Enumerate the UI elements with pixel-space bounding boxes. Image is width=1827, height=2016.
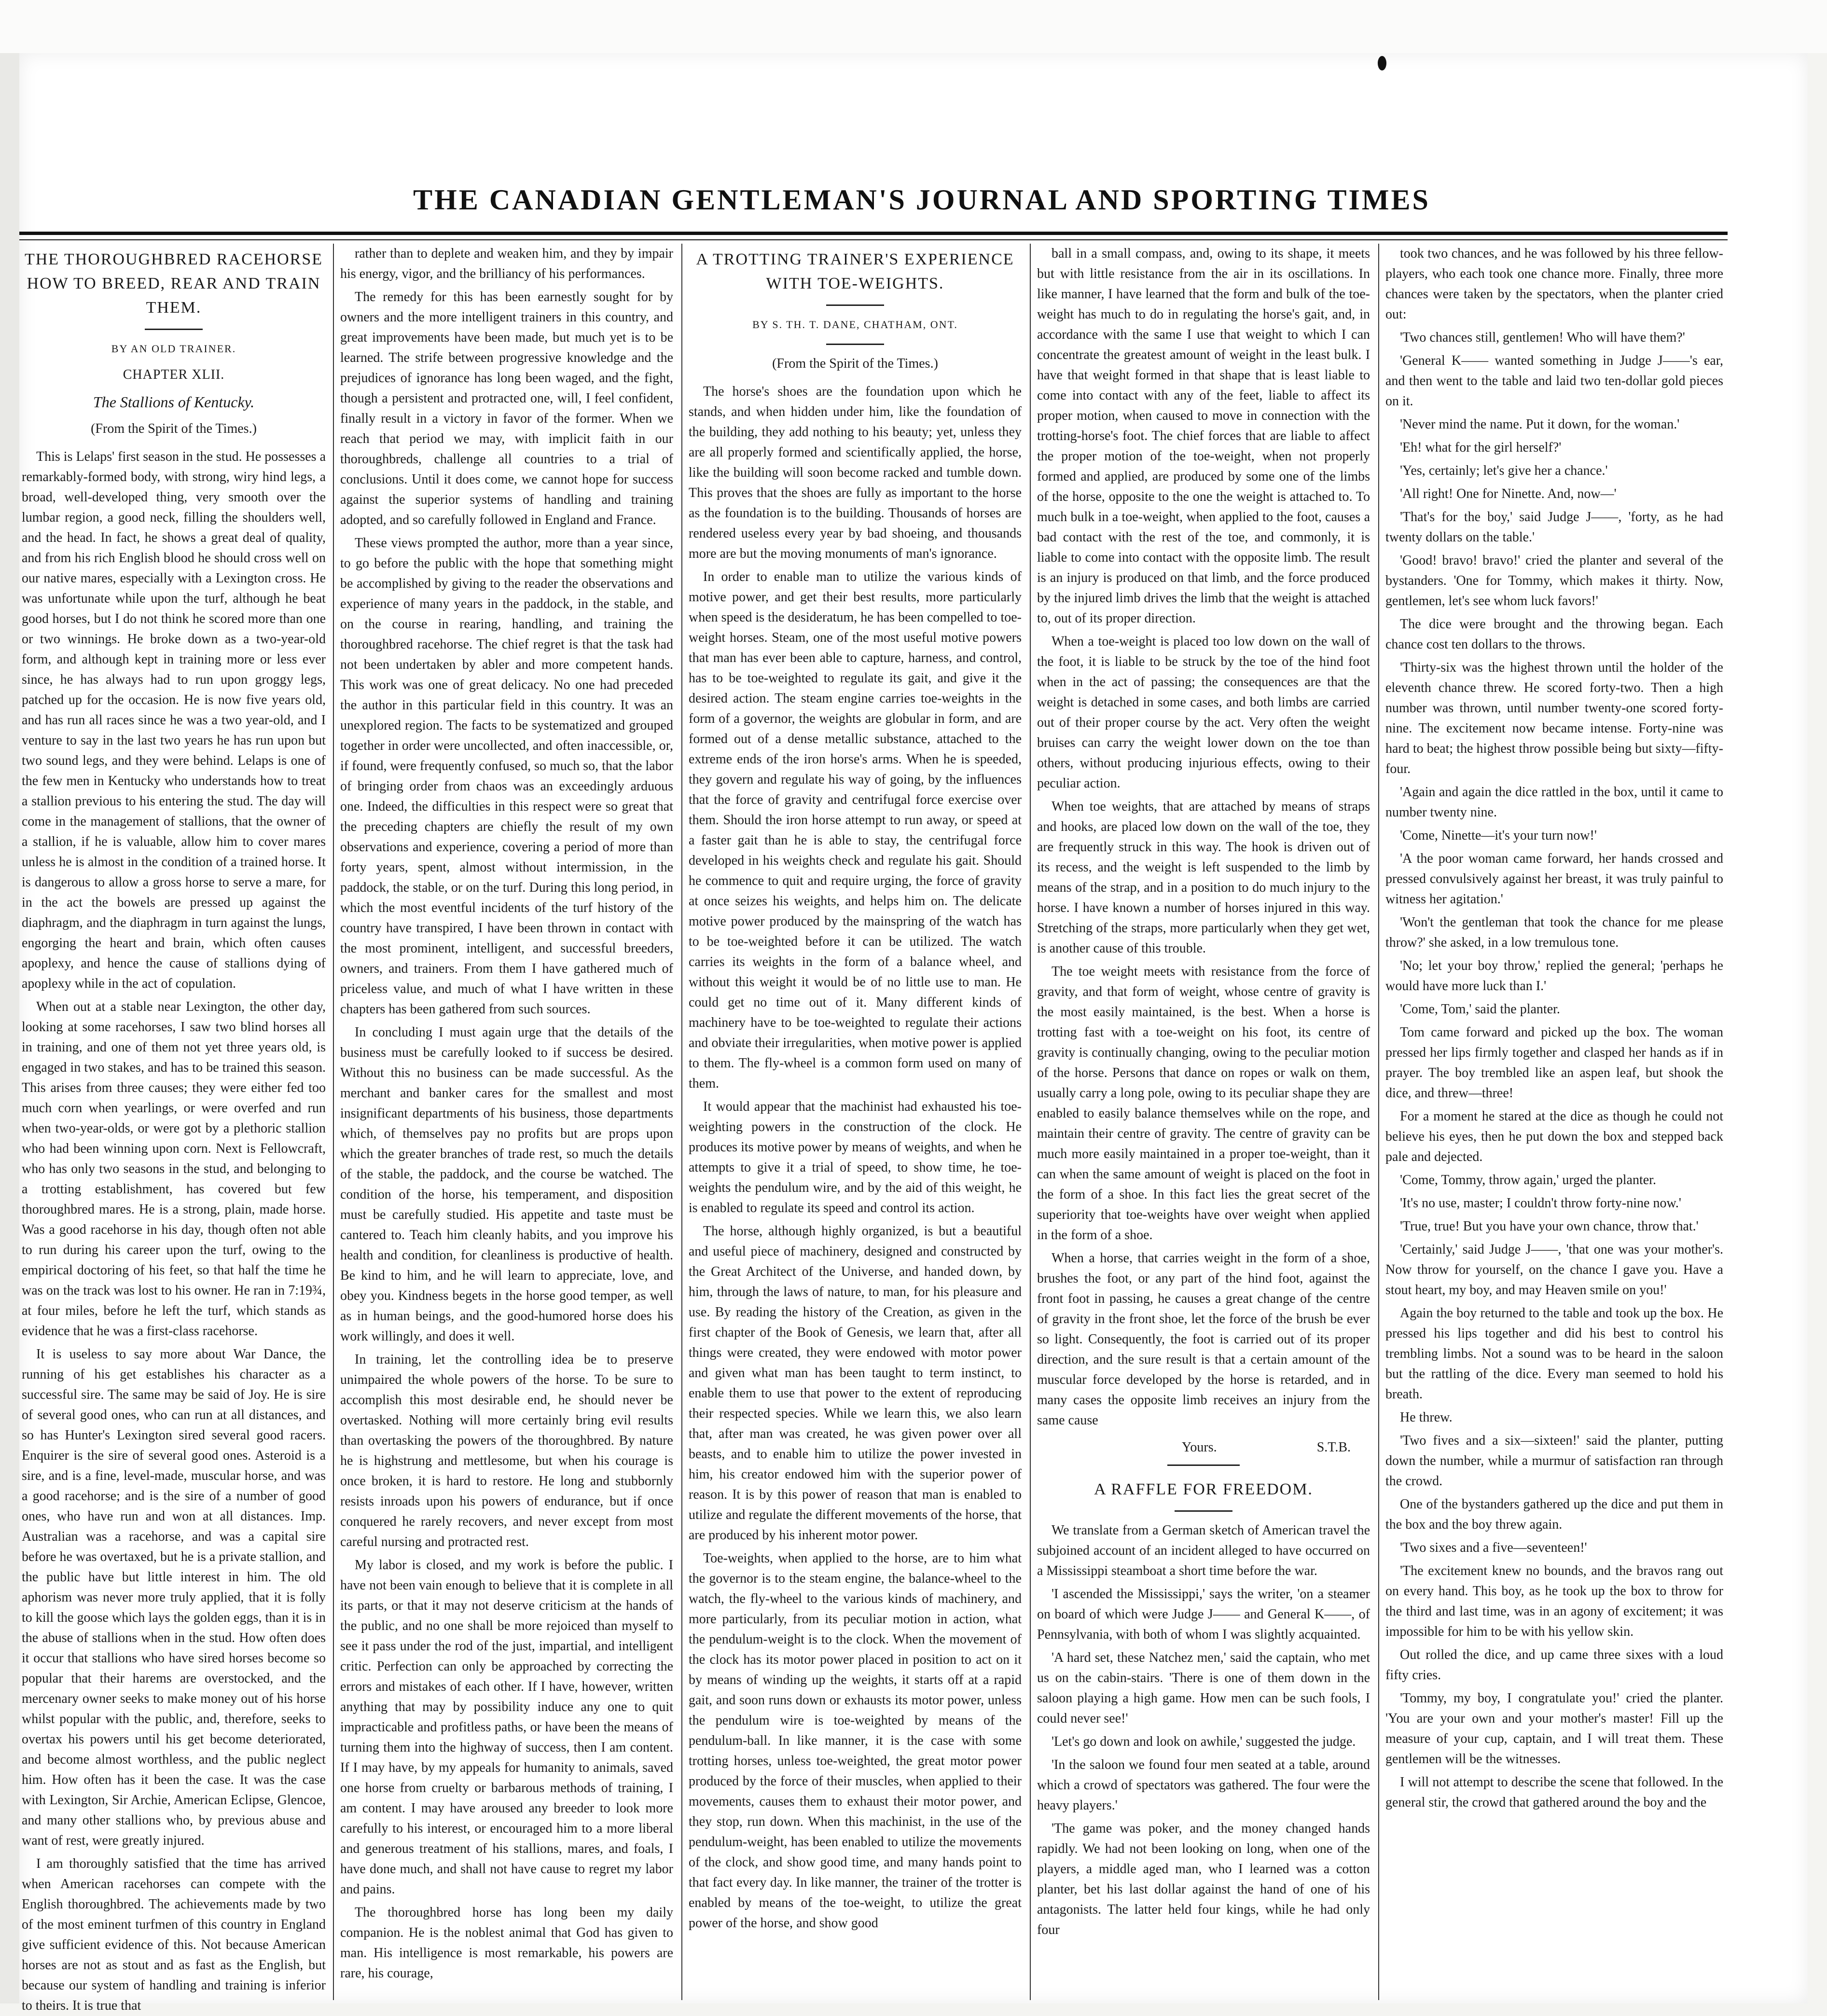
paragraph: Again the boy returned to the table and took up the box. He pressed his lips together and did his best to control his trembling limbs. Not a sound was to be heard in the saloon but the rattling of the dice. Every man seemed to hold his breath. bbox=[1385, 1306, 1723, 1402]
paragraph: I am thoroughly satisfied that the time has arrived when American racehorses can compete with the English thoroughbred. The achievements made by two of the most eminent turfmen of this country in England give sufficient evidence of this. Not because American horses are not as stout and as fast as the English, but because our system of handling and training is inferior to theirs. It is true that bbox=[22, 1856, 326, 2013]
paragraph: For a moment he stared at the dice as though he could not believe his eyes, then he put down the box and stepped back pale and dejected. bbox=[1385, 1109, 1723, 1164]
paragraph: 'Two sixes and a five—seventeen!' bbox=[1400, 1540, 1587, 1555]
paragraph: 'Good! bravo! bravo!' cried the planter and several of the bystanders. 'One for Tommy, which makes it thirty. Now, gentlemen, let's see whom luck favors!' bbox=[1385, 553, 1723, 608]
paragraph: The horse's shoes are the foundation upon which he stands, and when hidden under him, like the foundation of the building, they add nothing to his beauty; yet, unless they are all properly formed and scientifically applied, the horse, like the building will soon become racked and tumble down. This proves that the shoes are fully as important to the horse as the foundation is to the building. Thousands of horses are rendered useless every year by bad shoeing, and thousands more are but the moving monuments of man's ignorance. bbox=[689, 384, 1022, 561]
article-body bbox=[22, 447, 326, 2016]
title-divider bbox=[826, 304, 884, 306]
paragraph: 'A hard set, these Natchez men,' said the captain, who met us on the cabin-stairs. 'There is one of them down in the saloon playing a high game. How men can be such fools, I could never see!' bbox=[1037, 1650, 1370, 1726]
paragraph: 'True, true! But you have your own chance, throw that.' bbox=[1400, 1219, 1699, 1234]
paragraph: Tom came forward and picked up the box. The woman pressed her lips firmly together and clasped her hands as if in prayer. The boy trembled like an aspen leaf, but shook the dice, and threw—three! bbox=[1385, 1025, 1723, 1101]
article-divider bbox=[1167, 1464, 1240, 1466]
paragraph: 'Yes, certainly; let's give her a chance.' bbox=[1400, 463, 1608, 478]
signoff-initials: S.T.B. bbox=[1316, 1440, 1351, 1455]
paragraph: 'Tommy, my boy, I congratulate you!' cried the planter. 'You are your own and your mother's master! Fill up the measure of your cup, captain, and I will treat them. These gentlemen will be the witnesses. bbox=[1385, 1691, 1723, 1767]
byline-divider bbox=[826, 344, 884, 345]
paragraph: 'It's no use, master; I couldn't throw forty-nine now.' bbox=[1400, 1196, 1681, 1211]
paragraph: It is useless to say more about War Dance, the running of his get establishes his character as a successful sire. The same may be said of Joy. He is sire of several good ones, who can run at all distances, and so has Hunter's Lexington sired several good racers. Enquirer is the sire of several good ones. Asteroid is a sire, and is a fine, level-made, muscular horse, and was a good racehorse; and is the sire of a number of good ones, who have run and won at all distances. Imp. Australian was a racehorse, and was a capital sire before he was overtaxed, but he is a private stallion, and the public have but little interest in him. The old aphorism was never more truly applied, that it is folly to kill the goose which lays the golden eggs, than it is in the abuse of stallions when in the stud. How often does it occur that stallions who have sired horses become so popular that their harems are overstocked, and the mercenary owner seeks to make money out of his horse whilst popular with the public, and, therefore, seeks to overtax his powers until his get become deteriorated, and become almost worthless, and the public neglect him. How often has it been the case. It was the case with Lexington, Sir Archie, American Eclipse, Glencoe, and many other stallions who, by previous abuse and want of rest, were greatly injured. bbox=[22, 1347, 326, 1848]
article-title: A TROTTING TRAINER'S EXPERIENCE WITH TOE-WEIGHTS. bbox=[696, 250, 1014, 292]
column-divider bbox=[681, 244, 682, 2000]
paragraph: 'Again and again the dice rattled in the box, until it came to number twenty nine. bbox=[1385, 785, 1723, 820]
paragraph: 'A the poor woman came forward, her hands crossed and pressed convulsively against her breast, it was truly painful to witness her agitation.' bbox=[1385, 851, 1723, 907]
article-body bbox=[1385, 244, 1723, 1813]
paragraph: ball in a small compass, and, owing to its shape, it meets but with little resistance from the air in its oscillations. In like manner, I have learned that the form and bulk of the toe-weight has much to do in regulating the horse's gait, and, in accordance with the same I use that weight to which I can concentrate the greatest amount of weight in the least bulk. I have that weight formed in that shape that is least liable to come into contact with any of the feet, liable to affect its proper motion, when caused to move in connection with the trotting-horse's foot. The chief forces that are liable to affect the proper motion of the toe-weight, when not properly formed and applied, are produced by some one of the limbs of the horse, opposite to the one the weight is attached to. To much bulk in a toe-weight, when applied to the foot, causes a bad contact with the rest of the toe, and commonly, it is liable to come into contact with the opposite limb. The result is an injury is produced on that limb, and the force produced by the injured limb drives the limb that the weight is attached to, out of its proper direction. bbox=[1037, 246, 1370, 626]
article-source: (From the Spirit of the Times.) bbox=[772, 356, 938, 371]
paragraph: In training, let the controlling idea be to preserve unimpaired the whole powers of the horse. To be sure to accomplish this most desirable end, he should never be overtasked. Nothing will more certainly bring evil results than overtasking the powers of the thoroughbred. By nature he is highstrung and mettlesome, but when his courage is once broken, it is hard to restore. He long and stubbornly resists inroads upon his powers of endurance, but if once conquered he rarely recovers, and never except from most careful nursing and protracted rest. bbox=[340, 1352, 673, 1549]
paragraph: 'Come, Ninette—it's your turn now!' bbox=[1400, 828, 1597, 843]
article-body bbox=[689, 382, 1022, 1933]
column-2 bbox=[340, 244, 673, 2000]
paragraph: This is Lelaps' first season in the stud. He possesses a remarkably-formed body, with strong, wiry hind legs, a broad, well-developed thing, very smooth over the lumbar region, a good neck, filling the shoulders well, and the head. In fact, he shows a great deal of quality, and from his rich English blood he should cross well on our native mares, especially with a Lexington cross. He was unfortunate while upon the turf, although he beat good horses, but I do not think he scored more than one or two winnings. He broke down as a two-year-old form, and although kept in training more or less ever since, he has always had to run upon groggy legs, patched up for the occasion. He is now five years old, and has run all races since he was a two year-old, and I venture to say in the last two years he has run upon but two sound legs, and they were behind. Lelaps is one of the few men in Kentucky who understands how to treat a stallion previous to his entering the stud. The day will come in the management of stallions, that the owner of a stallion, if he is valuable, allow him to cover mares unless he is almost in the condition of a trained horse. It is dangerous to allow a gross horse to serve a mare, for in the act the bowels are pressed up against the diaphragm, and the diaphragm in turn against the lungs, engorging the heart and brain, which often causes apoplexy, and hence the cause of stallions dying of apoplexy while in the act of copulation. bbox=[22, 449, 326, 991]
paragraph: took two chances, and he was followed by his three fellow-players, who each took one chance more. Finally, three more chances were taken by the spectators, when the planter cried out: bbox=[1385, 246, 1723, 322]
paragraph: 'Two fives and a six—sixteen!' said the planter, putting down the number, while a murmur of satisfaction ran through the crowd. bbox=[1385, 1433, 1723, 1489]
paragraph: When a horse, that carries weight in the form of a shoe, brushes the foot, or any part of the hind foot, against the front foot in passing, he causes a great change of the centre of gravity in the front shoe, let the force of the brush be ever so light. Consequently, the foot is carried out of its proper direction, and the sure result is that a certain amount of the muscular force developed by the horse is retarded, and in many cases the opposite limb receives an injury from the same cause bbox=[1037, 1251, 1370, 1428]
paragraph: 'Let's go down and look on awhile,' suggested the judge. bbox=[1052, 1734, 1356, 1749]
paragraph: When out at a stable near Lexington, the other day, looking at some racehorses, I saw two blind horses all in training, and one of them not yet three years old, is engaged in two stakes, and has to be trained this season. This arises from three causes; they were either fed too much corn when yearlings, or were overfed and run when two-year-olds, or were got by a plethoric stallion who had been winning upon corn. Next is Fellowcraft, who has only two seasons in the stud, and belonging to a trotting establishment, has covered but few thoroughbred mares. He is a strong, plain, made horse. Was a good racehorse in his day, though often not able to run during his career upon the turf, owing to the empirical doctoring of his feet, so that half the time he was on the track was lost to his owner. He ran in 7:19¾, at four miles, before he left the turf, which stands as evidence that he was a first-class racehorse. bbox=[22, 999, 326, 1339]
column-3 bbox=[689, 244, 1022, 2000]
article-byline: BY S. TH. T. DANE, CHATHAM, ONT. bbox=[752, 318, 958, 331]
column-5 bbox=[1385, 244, 1723, 2000]
paragraph: Toe-weights, when applied to the horse, are to him what the governor is to the steam engine, the balance-wheel to the watch, the fly-wheel to the various kinds of machinery, and more particularly, from its peculiar motion in action, what the pendulum-weight is to the clock. When the movement of the clock has its motor power placed in position to act on it by means of winding up the weights, it starts off at a rapid gait, and soon runs down or exhausts its motor power, unless the pendulum wire is toe-weighted by means of the pendulum-ball. In like manner, it is the case with some trotting horses, unless toe-weighted, the great motor power produced by the force of their muscles, when applied to their movements, causes them to exhaust their motor power, and they stop, run down. When this machinist, in the use of the pendulum-weight, has been enabled to utilize the movements of the clock, and show good time, and many hands point to that fact every day. In like manner, the trainer of the trotter is enabled by means of the toe-weight, to utilize the great power of the horse, and show good bbox=[689, 1551, 1022, 1931]
chapter-heading: CHAPTER XLII. bbox=[123, 367, 225, 382]
article-body bbox=[1037, 244, 1370, 1431]
title-divider bbox=[145, 329, 203, 330]
paragraph: These views prompted the author, more than a year since, to go before the public with the hope that something might be accomplished by giving to the reader the observations and experience of many years in the paddock, in the stable, and on the course in rearing, handling, and training the thoroughbred racehorse. The chief regret is that the task had not been undertaken by abler and more competent hands. This work was one of great delicacy. No one had preceded the author in this particular field in this country. It was an unexplored region. The facts to be systematized and grouped together in order were uncollected, and often inaccessible, or, if found, were frequently confused, so much so, that the labor of bringing order from chaos was an exceedingly arduous one. Indeed, the difficulties in this respect were so great that the preceding chapters are chiefly the result of my own observations and experience, covering a period of more than forty years, spent, almost without intermission, in the paddock, the stable, or on the turf. During this long period, in which the most eventful incidents of the turf history of the country have transpired, I have been thrown in contact with the most prominent, intelligent, and successful breeders, owners, and trainers. From them I have gathered much of priceless value, and much of what I have written in these chapters has been gathered from such sources. bbox=[340, 536, 673, 1017]
paragraph: The remedy for this has been earnestly sought for by owners and the more intelligent trainers in this country, and great improvements have been made, but much yet is to be learned. The strife between progressive knowledge and the prejudices of ignorance has long been waged, and the fight, though a persistent and protracted one, will, I feel confident, finally result in a victory in favor of the former. When we reach that period we may, with implicit faith in our thoroughbreds, challenge all countries to a trial of conclusions. Until it does come, we cannot hope for success against the superior systems of handling and training adopted, and so carefully followed in England and France. bbox=[340, 290, 673, 527]
column-divider bbox=[1378, 244, 1379, 2000]
paragraph: 'The game was poker, and the money changed hands rapidly. We had not been looking on long, when one of the players, a middle aged man, who I learned was a cotton planter, bet his last dollar against the hand of one of his antagonists. The latter held four kings, while he had only four bbox=[1037, 1821, 1370, 1937]
column-1 bbox=[22, 244, 326, 2013]
paragraph: The dice were brought and the throwing began. Each chance cost ten dollars to the throws. bbox=[1385, 617, 1723, 652]
paragraph: 'The excitement knew no bounds, and the bravos rang out on every hand. This boy, as he took up the box to throw for the third and last time, was in an agony of excitement; it was impossible for him to be with his yellow skin. bbox=[1385, 1563, 1723, 1639]
column-4 bbox=[1037, 244, 1370, 2000]
paragraph: 'Certainly,' said Judge J——, 'that one was your mother's. Now throw for yourself, on the chance I gave you. Have a stout heart, my boy, and may Heaven smile on you!' bbox=[1385, 1242, 1723, 1298]
article-subtitle: The Stallions of Kentucky. bbox=[93, 393, 255, 411]
paragraph: When a toe-weight is placed too low down on the wall of the foot, it is liable to be struck by the toe of the hind foot when in the act of passing; the consequences are that the weight is detached in some cases, and both limbs are carried out of their proper course by the act. Very often the weight bruises can carry the weight lower down on the toe than others, without producing injurious effects, owing to their peculiar action. bbox=[1037, 634, 1370, 791]
paragraph: One of the bystanders gathered up the dice and put them in the box and the boy threw again. bbox=[1385, 1497, 1723, 1532]
scan-border-left bbox=[0, 53, 19, 2003]
paragraph: 'Never mind the name. Put it down, for the woman.' bbox=[1400, 417, 1680, 432]
paragraph: In order to enable man to utilize the various kinds of motive power, and get their best results, more particularly when speed is the desideratum, he has been compelled to toe-weight horses. Steam, one of the most useful motive powers that man has ever been able to capture, harness, and control, has to be toe-weighted to regulate its gait, and give it the desired action. The steam engine carries toe-weights in the form of a governor, the weights are globular in form, and are formed out of a dense metallic substance, attached to the extreme ends of the iron horse's arms. When he is speeded, they govern and regulate his way of going, by the influences that the force of gravity and centrifugal force exercise over them. Should the iron horse attempt to run away, or speed at a faster gait than he is able to stay, the centrifugal force developed in his weights check and regulate his gait. Should he commence to quit and require urging, the force of gravity at once seizes his weights, and helps him on. The delicate motive power produced by the mainspring of the watch has to be toe-weighted before it can be utilized. The watch carries its weights in the form of a balance wheel, and without this weight it would be of no little use to man. He could get no time out of it. Many different kinds of machinery have to be toe-weighted to regulate their actions and obviate their irregularities, when motive power is applied to them. The fly-wheel is a common form used on many of them. bbox=[689, 569, 1022, 1091]
article-signoff bbox=[1037, 1437, 1370, 1458]
paragraph: 'I ascended the Mississippi,' says the writer, 'on a steamer on board of which were Judge J—— and General K——, of Pennsylvania, with both of whom I was slightly acquainted. bbox=[1037, 1587, 1370, 1642]
paragraph: 'No; let your boy throw,' replied the general; 'perhaps he would have more luck than I.' bbox=[1385, 958, 1723, 994]
paragraph: 'Come, Tommy, throw again,' urged the planter. bbox=[1400, 1173, 1656, 1188]
paragraph: Out rolled the dice, and up came three sixes with a loud fifty cries. bbox=[1385, 1647, 1723, 1683]
ink-blot bbox=[1378, 56, 1386, 70]
article-body bbox=[1037, 1520, 1370, 1940]
title-divider bbox=[1175, 1510, 1232, 1512]
paragraph: In concluding I must again urge that the details of the business must be carefully looked to if success be desired. Without this no business can be made successful. As the merchant and banker cares for the smallest and most insignificant departments of his business, those departments which, of themselves pay no profits but are props upon which the greater branches of trade rest, so much the details of the stable, the paddock, and the course be watched. The condition of the horse, his temperament, and disposition must be carefully studied. His appetite and taste must be cantered to. Teach him cleanly habits, and you improve his health and condition, for cleanliness is productive of health. Be kind to him, and he will learn to appreciate, love, and obey you. Kindness begets in the horse good temper, as well as in human beings, and the good-humored horse does his work willingly, and does it well. bbox=[340, 1025, 673, 1344]
column-divider bbox=[333, 244, 334, 2000]
article-source: (From the Spirit of the Times.) bbox=[91, 421, 257, 436]
paragraph: He threw. bbox=[1400, 1410, 1453, 1425]
scan-border-top bbox=[0, 0, 1827, 53]
paragraph: 'In the saloon we found four men seated at a table, around which a crowd of spectators was gathered. The four were the heavy players.' bbox=[1037, 1757, 1370, 1813]
paragraph: 'Won't the gentleman that took the chance for me please throw?' she asked, in a low tremulous tone. bbox=[1385, 915, 1723, 950]
paragraph: I will not attempt to describe the scene that followed. In the general stir, the crowd that gathered around the boy and the bbox=[1385, 1775, 1723, 1810]
masthead-title: THE CANADIAN GENTLEMAN'S JOURNAL AND SPORTING TIMES bbox=[413, 184, 1430, 216]
article-byline: BY AN OLD TRAINER. bbox=[111, 343, 236, 355]
paragraph: 'Eh! what for the girl herself?' bbox=[1400, 440, 1562, 455]
masthead-rule-thick bbox=[19, 232, 1728, 235]
paragraph: The thoroughbred horse has long been my daily companion. He is the noblest animal that God has given to man. His intelligence is most remarkable, his powers are rare, his courage, bbox=[340, 1905, 673, 1981]
paragraph: 'Two chances still, gentlemen! Who will have them?' bbox=[1400, 330, 1685, 345]
article-body bbox=[340, 244, 673, 1984]
paragraph: rather than to deplete and weaken him, and they by impair his energy, vigor, and the brilliancy of his performances. bbox=[340, 246, 673, 281]
paragraph: 'Come, Tom,' said the planter. bbox=[1400, 1002, 1560, 1017]
paragraph: The horse, although highly organized, is but a beautiful and useful piece of machinery, designed and constructed by the Great Architect of the Universe, and handed down, by him, through the laws of nature, to man, for his pleasure and use. By reading the history of the Creation, as given in the first chapter of the Book of Genesis, we learn that, after all things were created, they were endowed with motor power and given what man has been taught to term instinct, to enable them to use that power to the extent of reproducing their respected species. While we learn this, we also learn that, after man was created, he was given power over all beasts, and to enable him to utilize the power invested in him, his creator endowed him with the superior power of reason. It is by this power of reason that man is enabled to utilize and regulate the different movements of the horse, that are produced by his inherent motor power. bbox=[689, 1224, 1022, 1543]
paragraph: We translate from a German sketch of American travel the subjoined account of an incident alleged to have occurred on a Mississippi steamboat a short time before the war. bbox=[1037, 1523, 1370, 1578]
paragraph: It would appear that the machinist had exhausted his toe-weighting powers in the construction of the clock. He produces its motive power by means of weights, and when he attempts to give it a trial of speed, to show time, he toe-weights the pendulum wire, and by the aid of this weight, he is enabled to regulate its speed and control its action. bbox=[689, 1099, 1022, 1215]
paragraph: 'General K—— wanted something in Judge J——'s ear, and then went to the table and laid two ten-dollar gold pieces on it. bbox=[1385, 353, 1723, 409]
article-title: A RAFFLE FOR FREEDOM. bbox=[1094, 1480, 1313, 1498]
paragraph: The toe weight meets with resistance from the force of gravity, and that form of weight, whose centre of gravity is the most easily maintained, is the best. When a horse is trotting fast with a toe-weight on his foot, its centre of gravity is continually changing, owing to the peculiar motion of the horse. Persons that dance on ropes or walk on them, usually carry a long pole, owing to its peculiar shape they are enabled to easily balance themselves while on the rope, and maintain their centre of gravity. The centre of gravity can be much more easily maintained in a proper toe-weight, than it can when the same amount of weight is placed on the foot in the form of a shoe. In this fact lies the great secret of the superiority that toe-weights have over weight when applied in the form of a shoe. bbox=[1037, 964, 1370, 1243]
signoff-salutation: Yours. bbox=[1182, 1440, 1217, 1455]
paragraph: 'All right! One for Ninette. And, now—' bbox=[1400, 486, 1617, 501]
article-title: THE THOROUGHBRED RACEHORSE HOW TO BREED, REAR AND TRAIN THEM. bbox=[24, 250, 323, 317]
paragraph: 'That's for the boy,' said Judge J——, 'forty, as he had twenty dollars on the table.' bbox=[1385, 510, 1723, 545]
paragraph: 'Thirty-six was the highest thrown until the holder of the eleventh chance threw. He scored forty-two. Then a high number was thrown, until number twenty-one scored forty-nine. The excitement now became intense. Forty-nine was hard to beat; the highest throw possible being but sixty—fifty-four. bbox=[1385, 660, 1723, 776]
paragraph: When toe weights, that are attached by means of straps and hooks, are placed low down on the wall of the toe, they are frequently struck in this way. The hook is driven out of its recess, and the weight is left suspended to the limb by means of the strap, and in a position to do much injury to the horse. I have known a number of horses injured in this way. Stretching of the straps, more particularly when they get wet, is another cause of this trouble. bbox=[1037, 799, 1370, 956]
masthead-rule-thin bbox=[19, 239, 1728, 240]
paragraph: My labor is closed, and my work is before the public. I have not been vain enough to believe that it is complete in all its parts, or that it may not deserve criticism at the hands of the public, and no one shall be more rejoiced than myself to see it pass under the rod of the just, impartial, and intelligent critic. Perfection can only be approached by correcting the errors and mistakes of each other. If I have, however, written anything that may by possibility induce any one to quit impracticable and profitless paths, or have been the means of turning them into the highway of success, then I am content. If I may have, by my appeals for humanity to animals, saved one horse from cruelty or barbarous methods of training, I am content. I may have aroused any breeder to look more carefully to his interest, or encouraged him to a more liberal and generous treatment of his stallions, mares, and foals, I have done much, and shall not have cause to regret my labor and pains. bbox=[340, 1558, 673, 1897]
column-divider bbox=[1030, 244, 1031, 2000]
